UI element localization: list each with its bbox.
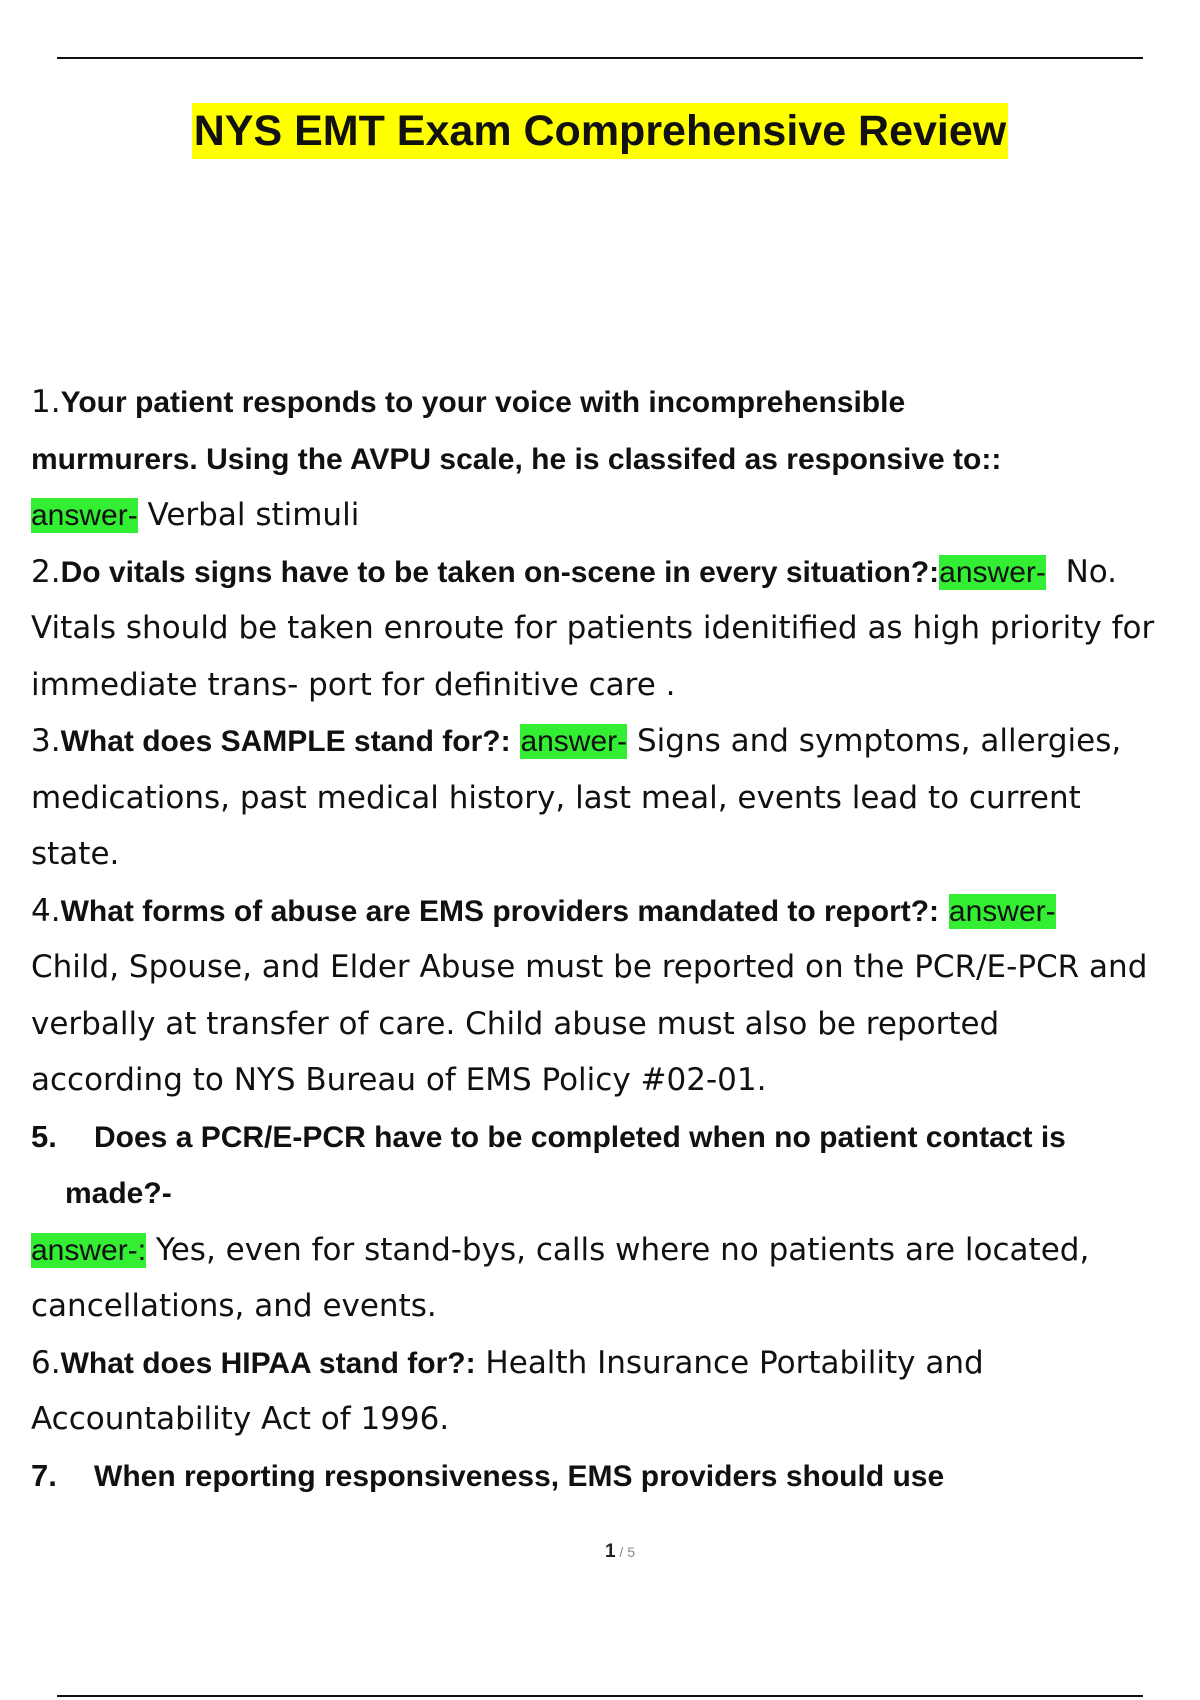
q5-answer-part2: cancellations, and events. xyxy=(31,1288,437,1324)
q7-line1 xyxy=(31,1448,1200,1505)
q3-answer-part3: state. xyxy=(31,836,120,872)
q1-line2 xyxy=(31,431,1200,488)
q4-line4 xyxy=(31,1052,1200,1109)
answer-label: answer- xyxy=(948,894,1056,928)
q5-question-part2: made?- xyxy=(65,1177,172,1210)
q5-number: 5. xyxy=(31,1118,57,1154)
q5-line1 xyxy=(31,1109,1200,1166)
q2-question: Do vitals signs have to be taken on-scene in every situation?: xyxy=(60,555,940,589)
q4-answer-part3: according to NYS Bureau of EMS Policy #02-01. xyxy=(31,1062,767,1098)
q1-number: 1. xyxy=(31,384,61,420)
q1-line1 xyxy=(31,374,1200,431)
q4-line1 xyxy=(31,883,1200,940)
q4-line2 xyxy=(31,939,1200,996)
q4-answer-part1: Child, Spouse, and Elder Abuse must be reported on the PCR/E-PCR and xyxy=(31,949,1148,985)
answer-label: answer- xyxy=(939,555,1046,589)
q6-answer-part2: Accountability Act of 1996. xyxy=(31,1401,450,1437)
q6-question: What does HIPAA stand for?: xyxy=(60,1346,476,1380)
q4-question: What forms of abuse are EMS providers mandated to report?: xyxy=(60,894,940,928)
q1-question-part1: Your patient responds to your voice with incomprehensible xyxy=(60,386,906,419)
q4-answer-part2: verbally at transfer of care. Child abuse must also be reported xyxy=(31,1005,1000,1042)
answer-label-colon: answer-: xyxy=(31,1233,147,1267)
q3-answer-part2: medications, past medical history, last meal, events lead to current xyxy=(31,779,1081,816)
q2-line2 xyxy=(31,600,1200,657)
q2-number: 2. xyxy=(31,553,61,590)
q1-question-part2: murmurers. Using the AVPU scale, he is classifed as responsive to:: xyxy=(31,442,1002,476)
q5-line2 xyxy=(31,1165,1200,1222)
answer-label: answer- xyxy=(520,725,628,758)
q7-question: When reporting responsiveness, EMS providers should use xyxy=(94,1459,945,1493)
title-text: NYS EMT Exam Comprehensive Review xyxy=(192,103,1009,159)
q3-line2 xyxy=(31,770,1200,827)
q3-line1 xyxy=(31,713,1200,770)
q1-line3 xyxy=(31,487,1200,544)
q6-line1 xyxy=(31,1335,1200,1392)
q2-answer-part3: immediate trans- port for definitive care . xyxy=(31,666,676,703)
q3-question: What does SAMPLE stand for?: xyxy=(60,725,511,758)
q6-answer-part1: Health Insurance Portability and xyxy=(475,1344,984,1381)
q5-line4 xyxy=(31,1278,1200,1335)
q7-number: 7. xyxy=(31,1457,57,1493)
page-indicator xyxy=(0,1541,1200,1563)
answer-label: answer- xyxy=(31,499,138,532)
q4-number: 4. xyxy=(31,892,61,929)
q2-answer-part1: No. xyxy=(1045,553,1118,590)
q3-answer-part1: Signs and symptoms, allergies, xyxy=(627,723,1122,759)
current-page: 1 xyxy=(604,1541,616,1562)
q2-line1 xyxy=(31,544,1200,601)
q1-answer: Verbal stimuli xyxy=(137,497,360,533)
q5-line3 xyxy=(31,1222,1200,1279)
qa-list xyxy=(31,374,1200,1504)
q5-answer-part1: Yes, even for stand-bys, calls where no patients are located, xyxy=(146,1231,1090,1268)
q5-question-part1: Does a PCR/E-PCR have to be completed when no patient contact is xyxy=(94,1120,1066,1154)
q2-answer-part2: Vitals should be taken enroute for patients idenitified as high priority for xyxy=(31,610,1155,646)
q3-number: 3. xyxy=(31,723,61,759)
total-pages: 5 xyxy=(627,1544,636,1560)
top-rule xyxy=(57,57,1143,59)
q2-line3 xyxy=(31,657,1200,714)
document-title xyxy=(0,107,1200,156)
q6-line2 xyxy=(31,1391,1200,1448)
page-separator: / xyxy=(615,1544,628,1560)
bottom-rule xyxy=(57,1695,1143,1697)
q3-line3 xyxy=(31,826,1200,883)
q6-number: 6. xyxy=(31,1344,61,1381)
q4-line3 xyxy=(31,996,1200,1053)
